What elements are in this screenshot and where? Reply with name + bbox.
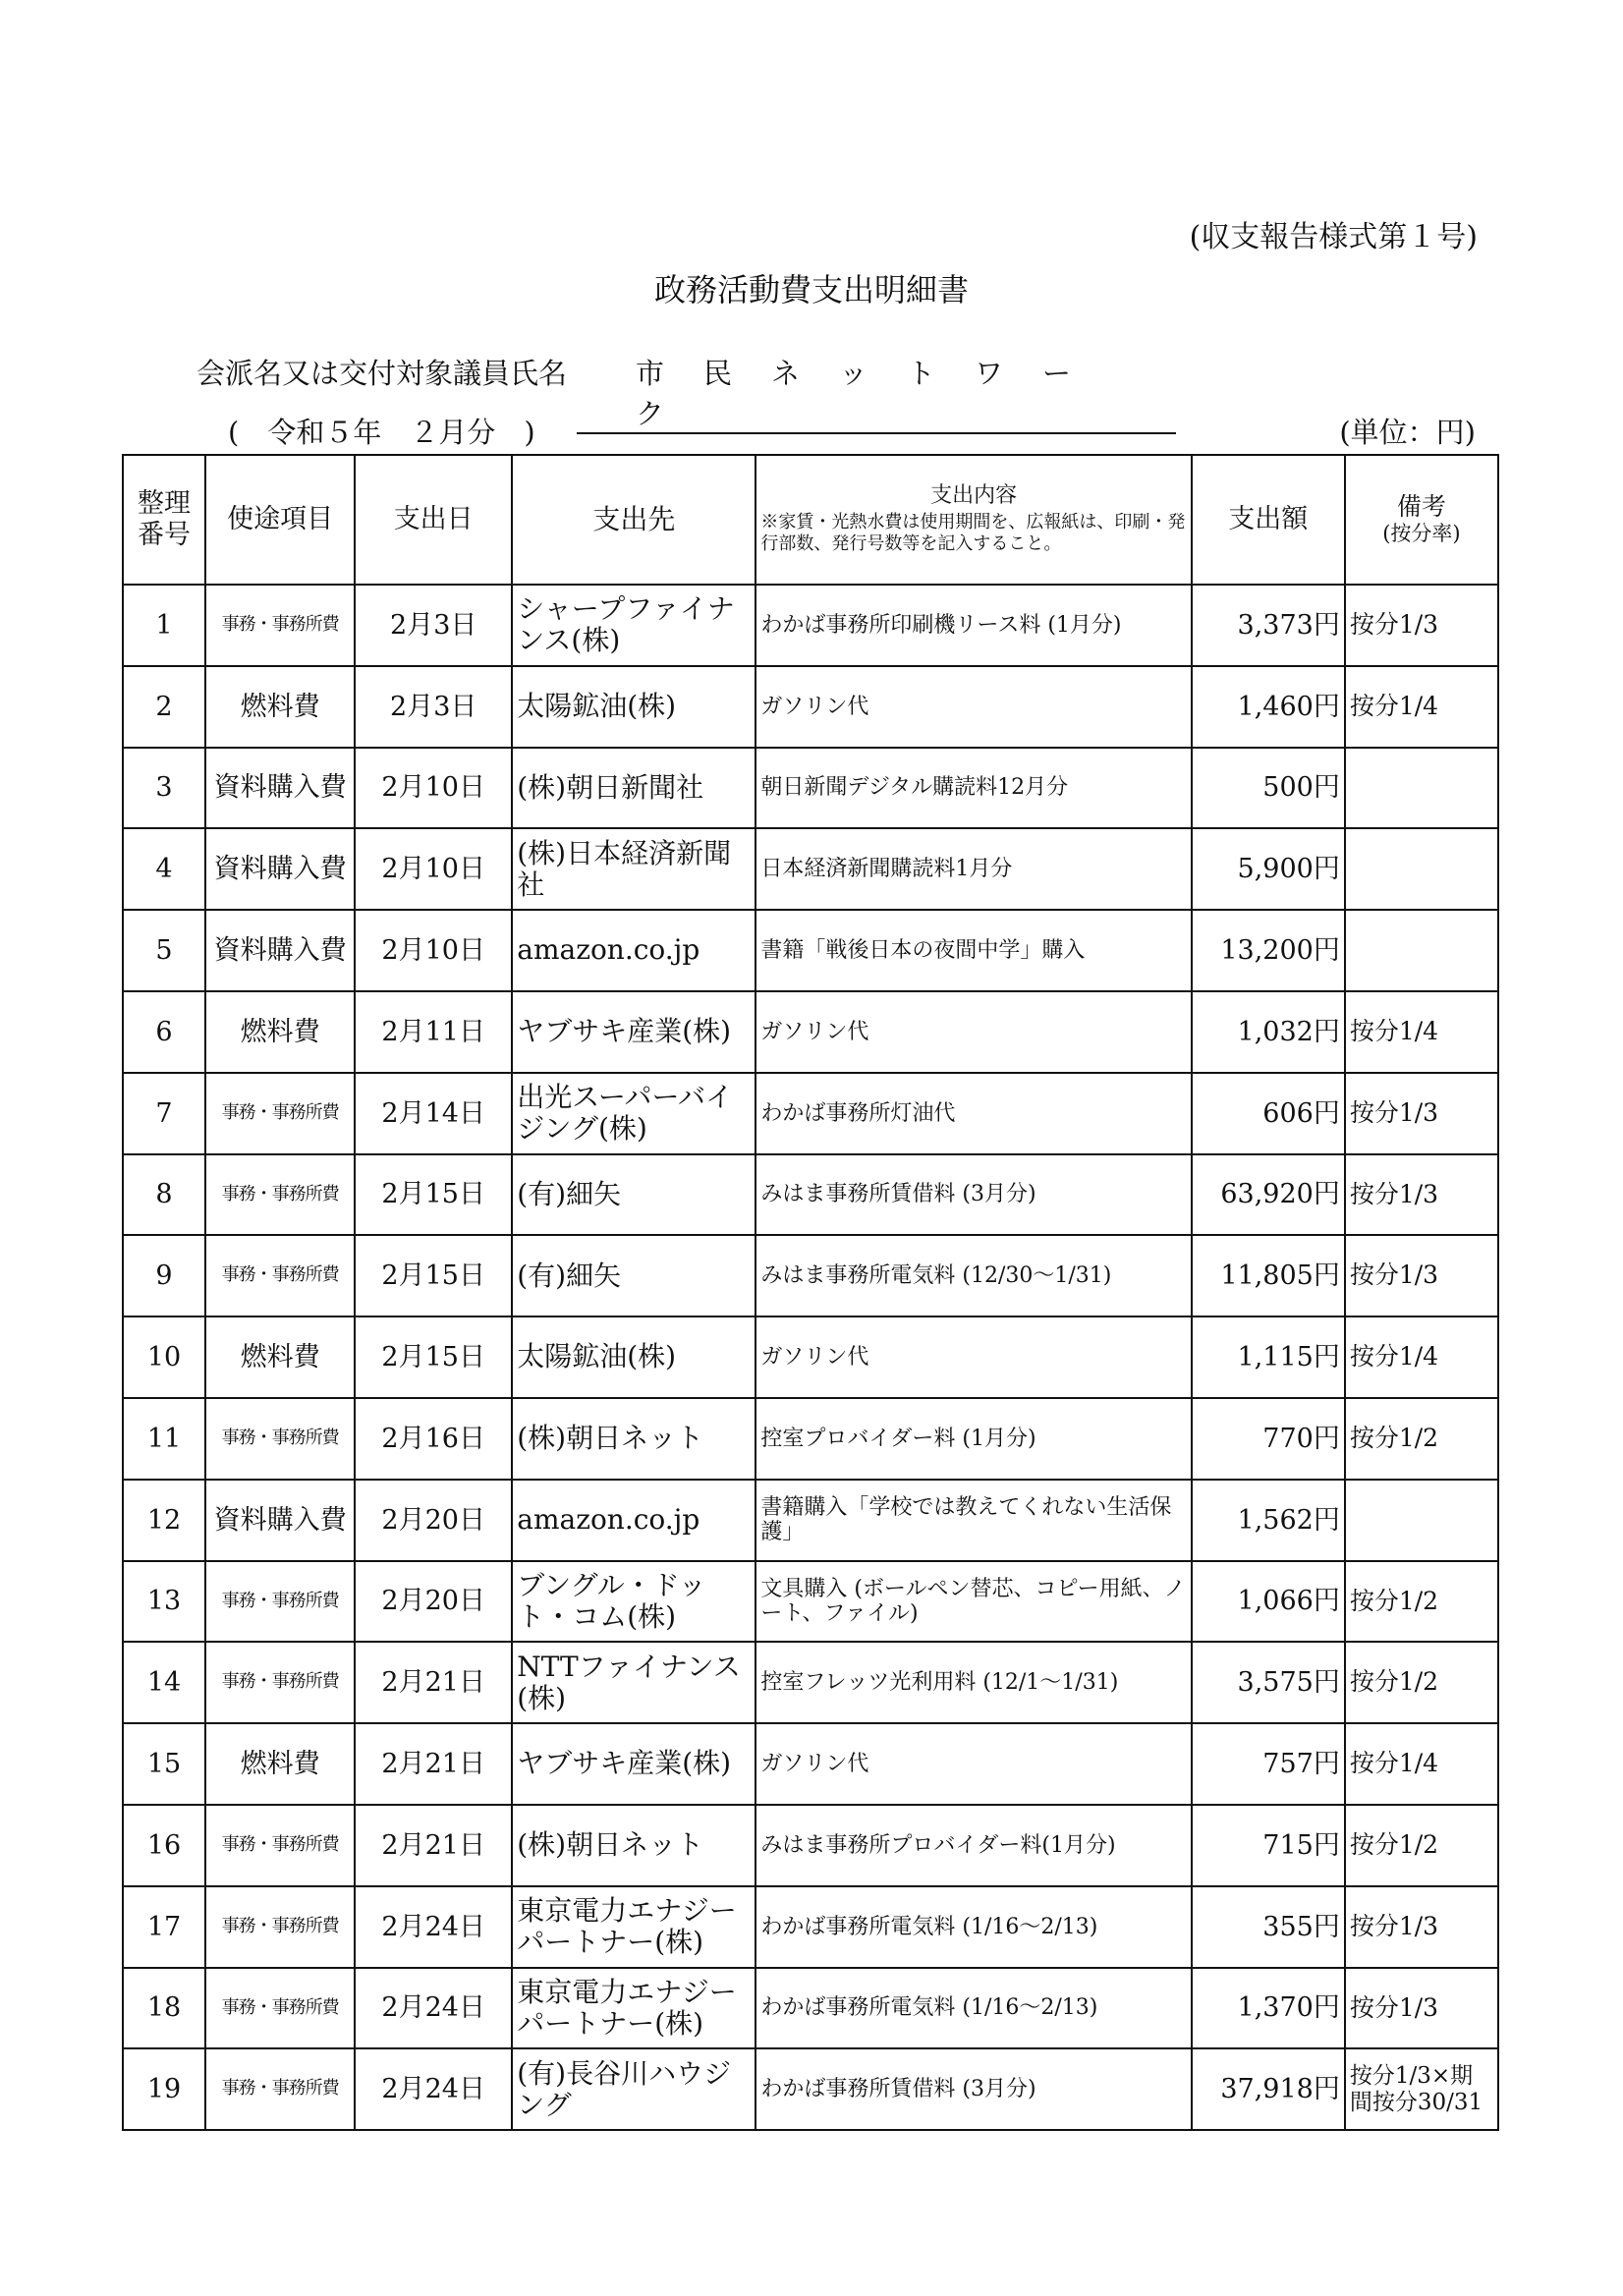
cell-content: 控室プロバイダー料 (1月分) bbox=[756, 1398, 1191, 1480]
cell-amount: 3,373円 bbox=[1192, 585, 1345, 666]
cell-date: 2月15日 bbox=[355, 1316, 512, 1398]
cell-amount: 1,460円 bbox=[1192, 666, 1345, 748]
cell-no: 3 bbox=[123, 748, 205, 829]
group-label: 会派名又は交付対象議員氏名 bbox=[196, 357, 568, 390]
cell-payee: (有)細矢 bbox=[512, 1235, 756, 1316]
cell-content: みはま事務所プロバイダー料(1月分) bbox=[756, 1805, 1191, 1886]
cell-content: わかば事務所印刷機リース料 (1月分) bbox=[756, 585, 1191, 666]
report-period: ( 令和５年 ２月分 ) bbox=[228, 416, 535, 449]
table-row bbox=[123, 1316, 1498, 1398]
cell-notes: 按分1/3 bbox=[1345, 585, 1498, 666]
group-name: 市民ネットワーク bbox=[577, 352, 1176, 434]
table-body bbox=[123, 585, 1498, 2130]
cell-no: 7 bbox=[123, 1073, 205, 1154]
cell-category: 事務・事務所費 bbox=[205, 2048, 355, 2130]
table-row bbox=[123, 828, 1498, 910]
cell-date: 2月20日 bbox=[355, 1561, 512, 1643]
cell-notes bbox=[1345, 748, 1498, 829]
col-header-content bbox=[756, 455, 1191, 585]
cell-date: 2月24日 bbox=[355, 1886, 512, 1968]
cell-category: 燃料費 bbox=[205, 1316, 355, 1398]
cell-date: 2月14日 bbox=[355, 1073, 512, 1154]
cell-payee: ヤブサキ産業(株) bbox=[512, 1723, 756, 1805]
table-row bbox=[123, 585, 1498, 666]
cell-amount: 1,032円 bbox=[1192, 991, 1345, 1073]
cell-content: 書籍購入「学校では教えてくれない生活保護」 bbox=[756, 1480, 1191, 1561]
table-row bbox=[123, 1805, 1498, 1886]
cell-date: 2月20日 bbox=[355, 1480, 512, 1561]
cell-category: 事務・事務所費 bbox=[205, 1886, 355, 1968]
cell-content: みはま事務所賃借料 (3月分) bbox=[756, 1154, 1191, 1236]
cell-notes: 按分1/4 bbox=[1345, 1723, 1498, 1805]
cell-notes: 按分1/3 bbox=[1345, 1235, 1498, 1316]
cell-category: 事務・事務所費 bbox=[205, 1073, 355, 1154]
cell-notes: 按分1/2 bbox=[1345, 1642, 1498, 1723]
cell-notes bbox=[1345, 1480, 1498, 1561]
cell-date: 2月10日 bbox=[355, 828, 512, 910]
cell-no: 6 bbox=[123, 991, 205, 1073]
table-row bbox=[123, 1073, 1498, 1154]
cell-amount: 1,066円 bbox=[1192, 1561, 1345, 1643]
cell-date: 2月10日 bbox=[355, 748, 512, 829]
cell-category: 燃料費 bbox=[205, 991, 355, 1073]
cell-amount: 13,200円 bbox=[1192, 910, 1345, 991]
col-header-amount: 支出額 bbox=[1192, 455, 1345, 585]
col-header-content-label: 支出内容 bbox=[930, 483, 1018, 509]
cell-amount: 3,575円 bbox=[1192, 1642, 1345, 1723]
cell-no: 5 bbox=[123, 910, 205, 991]
cell-amount: 770円 bbox=[1192, 1398, 1345, 1480]
cell-date: 2月15日 bbox=[355, 1154, 512, 1236]
cell-notes: 按分1/3×期間按分30/31 bbox=[1345, 2048, 1498, 2130]
cell-content: ガソリン代 bbox=[756, 991, 1191, 1073]
cell-notes: 按分1/2 bbox=[1345, 1805, 1498, 1886]
cell-amount: 1,370円 bbox=[1192, 1968, 1345, 2049]
cell-notes: 按分1/3 bbox=[1345, 1073, 1498, 1154]
col-header-payee: 支出先 bbox=[512, 455, 756, 585]
cell-amount: 355円 bbox=[1192, 1886, 1345, 1968]
table-row bbox=[123, 991, 1498, 1073]
currency-unit: (単位：円) bbox=[1339, 416, 1476, 449]
col-header-notes-label: 備考 bbox=[1396, 492, 1446, 522]
table-row bbox=[123, 2048, 1498, 2130]
cell-category: 事務・事務所費 bbox=[205, 1968, 355, 2049]
cell-no: 17 bbox=[123, 1886, 205, 1968]
cell-notes: 按分1/3 bbox=[1345, 1968, 1498, 2049]
cell-amount: 500円 bbox=[1192, 748, 1345, 829]
cell-notes: 按分1/4 bbox=[1345, 666, 1498, 748]
cell-date: 2月3日 bbox=[355, 666, 512, 748]
cell-amount: 63,920円 bbox=[1192, 1154, 1345, 1236]
document-title: 政務活動費支出明細書 bbox=[653, 271, 969, 308]
cell-amount: 37,918円 bbox=[1192, 2048, 1345, 2130]
cell-content: わかば事務所灯油代 bbox=[756, 1073, 1191, 1154]
table-row bbox=[123, 1723, 1498, 1805]
table-row bbox=[123, 666, 1498, 748]
cell-notes: 按分1/2 bbox=[1345, 1561, 1498, 1643]
cell-amount: 606円 bbox=[1192, 1073, 1345, 1154]
table-row bbox=[123, 1480, 1498, 1561]
expense-table bbox=[122, 454, 1499, 2131]
cell-content: 文具購入 (ボールペン替芯、コピー用紙、ノート、ファイル) bbox=[756, 1561, 1191, 1643]
table-row bbox=[123, 1398, 1498, 1480]
cell-no: 13 bbox=[123, 1561, 205, 1643]
cell-no: 11 bbox=[123, 1398, 205, 1480]
col-header-notes-sub: (按分率) bbox=[1382, 522, 1461, 546]
cell-payee: (有)細矢 bbox=[512, 1154, 756, 1236]
cell-notes: 按分1/2 bbox=[1345, 1398, 1498, 1480]
cell-no: 8 bbox=[123, 1154, 205, 1236]
cell-no: 19 bbox=[123, 2048, 205, 2130]
cell-category: 事務・事務所費 bbox=[205, 1154, 355, 1236]
cell-no: 9 bbox=[123, 1235, 205, 1316]
cell-no: 2 bbox=[123, 666, 205, 748]
cell-no: 15 bbox=[123, 1723, 205, 1805]
cell-no: 10 bbox=[123, 1316, 205, 1398]
cell-category: 事務・事務所費 bbox=[205, 585, 355, 666]
cell-date: 2月21日 bbox=[355, 1723, 512, 1805]
table-row bbox=[123, 1886, 1498, 1968]
cell-content: みはま事務所電気料 (12/30～1/31) bbox=[756, 1235, 1191, 1316]
cell-payee: 太陽鉱油(株) bbox=[512, 1316, 756, 1398]
cell-no: 12 bbox=[123, 1480, 205, 1561]
cell-payee: (株)朝日ネット bbox=[512, 1398, 756, 1480]
table-row bbox=[123, 748, 1498, 829]
cell-amount: 11,805円 bbox=[1192, 1235, 1345, 1316]
cell-payee: 東京電力エナジーパートナー(株) bbox=[512, 1968, 756, 2049]
cell-date: 2月3日 bbox=[355, 585, 512, 666]
cell-content: わかば事務所電気料 (1/16～2/13) bbox=[756, 1886, 1191, 1968]
table-row bbox=[123, 1968, 1498, 2049]
col-header-content-note: ※家賃・光熱水費は使用期間を、広報紙は、印刷・発行部数、発行号数等を記入すること。 bbox=[760, 511, 1186, 555]
cell-payee: NTTファイナンス(株) bbox=[512, 1642, 756, 1723]
cell-notes bbox=[1345, 910, 1498, 991]
cell-amount: 1,115円 bbox=[1192, 1316, 1345, 1398]
cell-content: ガソリン代 bbox=[756, 1723, 1191, 1805]
cell-content: 朝日新聞デジタル購読料12月分 bbox=[756, 748, 1191, 829]
cell-category: 資料購入費 bbox=[205, 910, 355, 991]
cell-payee: シャープファイナンス(株) bbox=[512, 585, 756, 666]
cell-payee: (有)長谷川ハウジング bbox=[512, 2048, 756, 2130]
cell-no: 1 bbox=[123, 585, 205, 666]
table-row bbox=[123, 1642, 1498, 1723]
cell-payee: 出光スーパーバイジング(株) bbox=[512, 1073, 756, 1154]
cell-notes: 按分1/4 bbox=[1345, 1316, 1498, 1398]
cell-no: 14 bbox=[123, 1642, 205, 1723]
cell-date: 2月24日 bbox=[355, 1968, 512, 2049]
cell-content: 書籍「戦後日本の夜間中学」購入 bbox=[756, 910, 1191, 991]
cell-payee: amazon.co.jp bbox=[512, 910, 756, 991]
col-header-date: 支出日 bbox=[355, 455, 512, 585]
cell-date: 2月24日 bbox=[355, 2048, 512, 2130]
cell-category: 燃料費 bbox=[205, 666, 355, 748]
cell-category: 燃料費 bbox=[205, 1723, 355, 1805]
cell-content: わかば事務所賃借料 (3月分) bbox=[756, 2048, 1191, 2130]
form-id: (収支報告様式第１号) bbox=[1189, 220, 1478, 254]
cell-no: 16 bbox=[123, 1805, 205, 1886]
cell-notes: 按分1/3 bbox=[1345, 1154, 1498, 1236]
table-row bbox=[123, 1154, 1498, 1236]
cell-notes bbox=[1345, 828, 1498, 910]
cell-content: 控室フレッツ光利用料 (12/1～1/31) bbox=[756, 1642, 1191, 1723]
cell-category: 事務・事務所費 bbox=[205, 1642, 355, 1723]
col-header-no: 整理番号 bbox=[123, 455, 205, 585]
cell-payee: 太陽鉱油(株) bbox=[512, 666, 756, 748]
cell-category: 事務・事務所費 bbox=[205, 1235, 355, 1316]
cell-amount: 715円 bbox=[1192, 1805, 1345, 1886]
cell-date: 2月10日 bbox=[355, 910, 512, 991]
col-header-notes bbox=[1345, 455, 1498, 585]
cell-content: ガソリン代 bbox=[756, 1316, 1191, 1398]
cell-notes: 按分1/3 bbox=[1345, 1886, 1498, 1968]
cell-category: 事務・事務所費 bbox=[205, 1398, 355, 1480]
cell-date: 2月16日 bbox=[355, 1398, 512, 1480]
cell-category: 事務・事務所費 bbox=[205, 1561, 355, 1643]
cell-amount: 1,562円 bbox=[1192, 1480, 1345, 1561]
cell-content: ガソリン代 bbox=[756, 666, 1191, 748]
cell-category: 資料購入費 bbox=[205, 748, 355, 829]
cell-amount: 5,900円 bbox=[1192, 828, 1345, 910]
col-header-category: 使途項目 bbox=[205, 455, 355, 585]
cell-amount: 757円 bbox=[1192, 1723, 1345, 1805]
cell-date: 2月21日 bbox=[355, 1805, 512, 1886]
cell-date: 2月11日 bbox=[355, 991, 512, 1073]
cell-payee: ブングル・ドット・コム(株) bbox=[512, 1561, 756, 1643]
cell-no: 18 bbox=[123, 1968, 205, 2049]
table-header-row bbox=[123, 455, 1498, 585]
cell-payee: (株)日本経済新聞社 bbox=[512, 828, 756, 910]
table-row bbox=[123, 1561, 1498, 1643]
cell-content: わかば事務所電気料 (1/16～2/13) bbox=[756, 1968, 1191, 2049]
cell-category: 資料購入費 bbox=[205, 828, 355, 910]
cell-notes: 按分1/4 bbox=[1345, 991, 1498, 1073]
cell-payee: (株)朝日ネット bbox=[512, 1805, 756, 1886]
cell-date: 2月21日 bbox=[355, 1642, 512, 1723]
cell-payee: amazon.co.jp bbox=[512, 1480, 756, 1561]
cell-payee: ヤブサキ産業(株) bbox=[512, 991, 756, 1073]
cell-no: 4 bbox=[123, 828, 205, 910]
cell-payee: 東京電力エナジーパートナー(株) bbox=[512, 1886, 756, 1968]
cell-date: 2月15日 bbox=[355, 1235, 512, 1316]
table-row bbox=[123, 1235, 1498, 1316]
cell-payee: (株)朝日新聞社 bbox=[512, 748, 756, 829]
cell-category: 資料購入費 bbox=[205, 1480, 355, 1561]
cell-category: 事務・事務所費 bbox=[205, 1805, 355, 1886]
cell-content: 日本経済新聞購読料1月分 bbox=[756, 828, 1191, 910]
table-row bbox=[123, 910, 1498, 991]
